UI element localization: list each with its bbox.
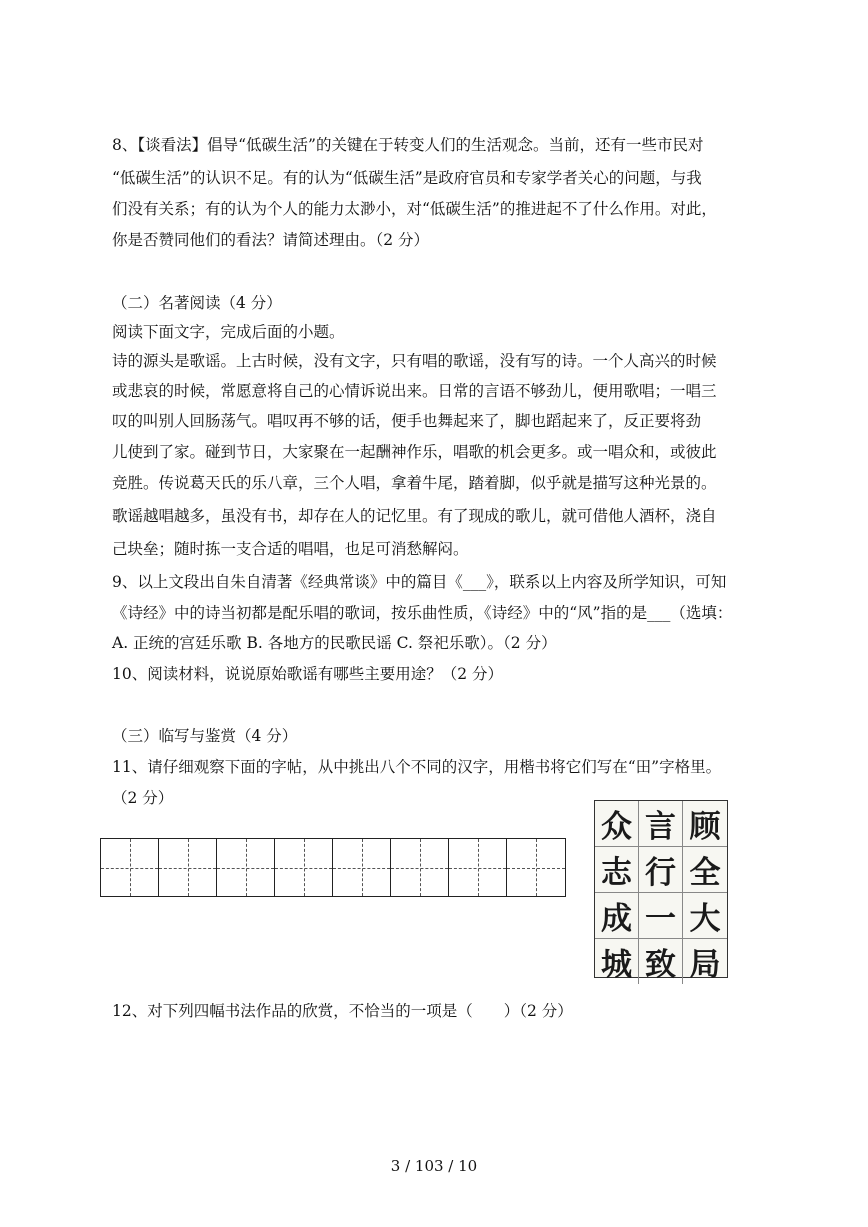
copybook-char: 言 [639, 801, 683, 847]
copybook-char: 城 [595, 939, 639, 984]
q8-line-1: 8、【谈看法】倡导“低碳生活”的关键在于转变人们的生活观念。当前，还有一些市民对 [112, 136, 704, 154]
tian-zi-grid [100, 838, 566, 897]
section2-heading: （二）名著阅读（4 分） [112, 294, 282, 312]
copybook-char: 志 [595, 847, 639, 893]
passage-line-7: 己块垒；随时拣一支合适的唱唱，也足可消愁解闷。 [112, 540, 469, 558]
q11-line-2: （2 分） [112, 789, 174, 807]
q8-line-3: 们没有关系；有的认为个人的能力太渺小，对“低碳生活”的推进起不了什么作用。对此， [112, 200, 717, 218]
passage-line-4: 儿使到了家。碰到节日，大家聚在一起酬神作乐，唱歌的机会更多。或一唱众和，或彼此 [112, 443, 717, 461]
q9-line-1: 9、以上文段出自朱自清著《经典常谈》中的篇目《___》，联系以上内容及所学知识，可知 [112, 573, 727, 591]
copybook-char: 众 [595, 801, 639, 847]
passage-line-3: 叹的叫别人回肠荡气。唱叹再不够的话，便手也舞起来了，脚也蹈起来了，反正要将劲 [112, 412, 702, 430]
q12-text: 12、对下列四幅书法作品的欣赏，不恰当的一项是（ ）（2 分） [112, 1002, 573, 1020]
passage-line-6: 歌谣越唱越多，虽没有书，却存在人的记忆里。有了现成的歌儿，就可借他人酒杯，浇自 [112, 507, 717, 525]
tian-zi-cell[interactable] [449, 839, 507, 896]
page-footer: 3 / 103 / 10 [390, 1157, 478, 1175]
tian-zi-cell[interactable] [217, 839, 275, 896]
section2-instruction: 阅读下面文字，完成后面的小题。 [112, 323, 345, 341]
copybook-char: 顾 [683, 801, 727, 847]
copybook-char: 全 [683, 847, 727, 893]
tian-zi-cell[interactable] [101, 839, 159, 896]
copybook-char: 致 [639, 939, 683, 984]
q10-text: 10、阅读材料，说说原始歌谣有哪些主要用途？（2 分） [112, 665, 504, 683]
tian-zi-cell[interactable] [391, 839, 449, 896]
tian-zi-cell[interactable] [333, 839, 391, 896]
q11-line-1: 11、请仔细观察下面的字帖，从中挑出八个不同的汉字，用楷书将它们写在“田”字格里。 [112, 758, 722, 776]
q9-line-2: 《诗经》中的诗当初都是配乐唱的歌词，按乐曲性质，《诗经》中的“风”指的是___（选填： [112, 604, 733, 622]
copybook-char: 行 [639, 847, 683, 893]
passage-line-5: 竞胜。传说葛天氏的乐八章，三个人唱，拿着牛尾，踏着脚，似乎就是描写这种光景的。 [112, 474, 717, 492]
copybook-char: 局 [689, 947, 721, 983]
calligraphy-copybook [594, 800, 728, 983]
section3-heading: （三）临写与鉴赏（4 分） [112, 727, 298, 745]
copybook-char: 一 [639, 893, 683, 939]
q8-line-4: 你是否赞同他们的看法？请简述理由。（2 分） [112, 231, 430, 249]
tian-zi-cell[interactable] [507, 839, 565, 896]
copybook-char: 成 [595, 893, 639, 939]
q8-line-2: “低碳生活”的认识不足。有的认为“低碳生活”是政府官员和专家学者关心的问题，与我 [112, 169, 702, 187]
passage-line-2: 或悲哀的时候，常愿意将自己的心情诉说出来。日常的言语不够劲儿，便用歌唱；一唱三 [112, 382, 717, 400]
tian-zi-cell[interactable] [159, 839, 217, 896]
tian-zi-cell[interactable] [275, 839, 333, 896]
copybook-char: 大 [683, 893, 727, 939]
passage-line-1: 诗的源头是歌谣。上古时候，没有文字，只有唱的歌谣，没有写的诗。一个人高兴的时候 [112, 352, 717, 370]
q9-line-3: A. 正统的宫廷乐歌 B. 各地方的民歌民谣 C. 祭祀乐歌）。（2 分） [112, 634, 557, 652]
